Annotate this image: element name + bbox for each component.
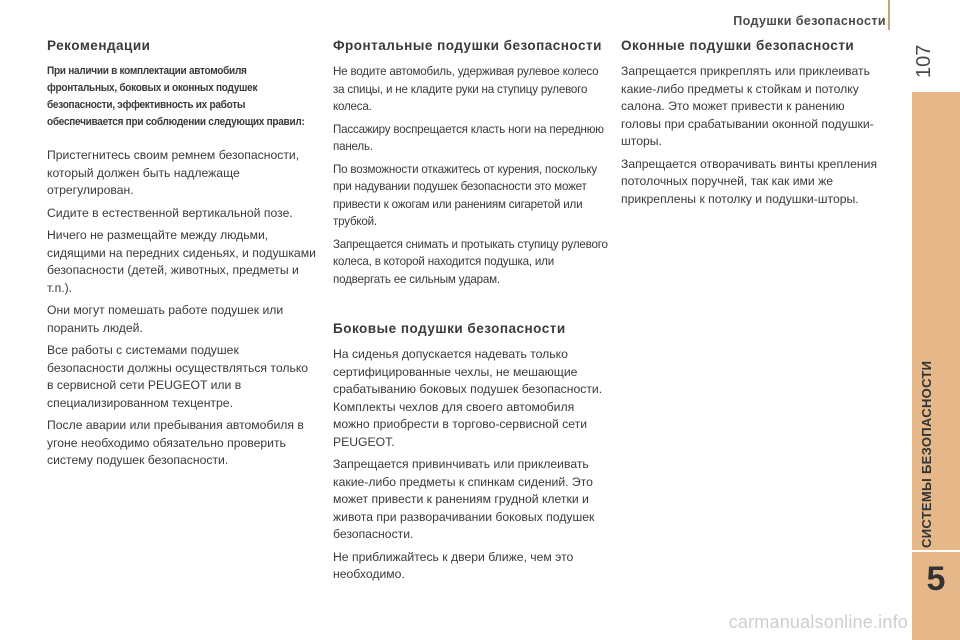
paragraph: По возможности откажитесь от курения, поскольку при надувании подушек безопасности это может привести к ожогам или ранениям сигаретой или трубкой. [333,162,597,228]
paragraph: На сиденья допускается надевать только сертифицированные чехлы, не мешающие срабатыванию боковых подушек безопасности. Комплекты чехлов для своего автомобиля можно приобрести в торгово-сервисной сети PEUGEOT. [333,347,603,449]
paragraph: Запрещается снимать и протыкать ступицу рулевого колеса, в которой находится подушка, или подвергать ее сильным ударам. [333,237,608,286]
paragraph: Сидите в естественной вертикальной позе. [47,205,293,220]
chapter-side-tab-label: СИСТЕМЫ БЕЗОПАСНОСТИ [919,360,934,548]
section-heading-curtain-airbags: Оконные подушки безопасности [621,38,855,53]
intro-line: обеспечивается при соблюдении следующих правил: [47,116,305,128]
paragraph: Пассажиру воспрещается класть ноги на переднюю панель. [333,122,604,153]
paragraph: Все работы с системами подушек безопасности должны осуществляться только в сервисной сети PEUGEOT или в специализированном техцентре. [47,343,309,410]
section-spacer [333,293,608,321]
page-header-title: Подушки безопасности [733,14,886,28]
header-divider [888,0,890,30]
paragraph: Не водите автомобиль, удерживая рулевое колесо за спицы, и не кладите руки на ступицу рулевого колеса. [333,65,599,113]
section-heading-side-airbags: Боковые подушки безопасности [333,321,566,336]
intro-line: При наличии в комплектации автомобиля [47,65,247,77]
paragraph: Ничего не размещайте между людьми, сидящими на передних сиденьях, и подушками безопасности (детей, животных, предметы и т.п.). [47,228,316,295]
intro-line: безопасности, эффективность их работы [47,99,246,111]
paragraph: Не приближайтесь к двери ближе, чем это необходимо. [333,549,574,581]
front-airbags-rules [333,63,608,288]
column-recommendations [47,38,317,475]
column-front-airbags [333,38,608,589]
recommendations-intro [47,63,317,131]
watermark: carmanualsonline.info [728,612,908,632]
paragraph: Запрещается прикреплять или приклеивать какие-либо предметы к стойкам и потолку салона. Это может привести к ранению головы при срабатывании оконной подушки-шторы. [621,64,874,148]
paragraph: Запрещается отворачивать винты крепления потолочных поручней, так как ими же прикреплены к потолку и подушки-шторы. [621,156,878,206]
paragraph: Они могут помешать работе подушек или поранить людей. [47,303,284,335]
section-heading-front-airbags: Фронтальные подушки безопасности [333,38,602,53]
paragraph: Запрещается привинчивать или приклеивать какие-либо предметы к спинкам сидений. Это может привести к ранениям грудной клетки и живота при разворачивании боковых подушек безопасности. [333,457,595,541]
chapter-number: 5 [926,560,946,598]
column-curtain-airbags [621,38,886,213]
page-number: 107 [913,44,935,78]
intro-line: фронтальных, боковых и оконных подушек [47,82,258,94]
paragraph: Пристегнитесь своим ремнем безопасности, который должен быть надлежаще отрегулирован. [47,148,300,197]
paragraph: После аварии или пребывания автомобиля в угоне необходимо обязательно проверить систему подушек безопасности. [47,418,304,467]
section-heading-recommendations: Рекомендации [47,38,151,53]
